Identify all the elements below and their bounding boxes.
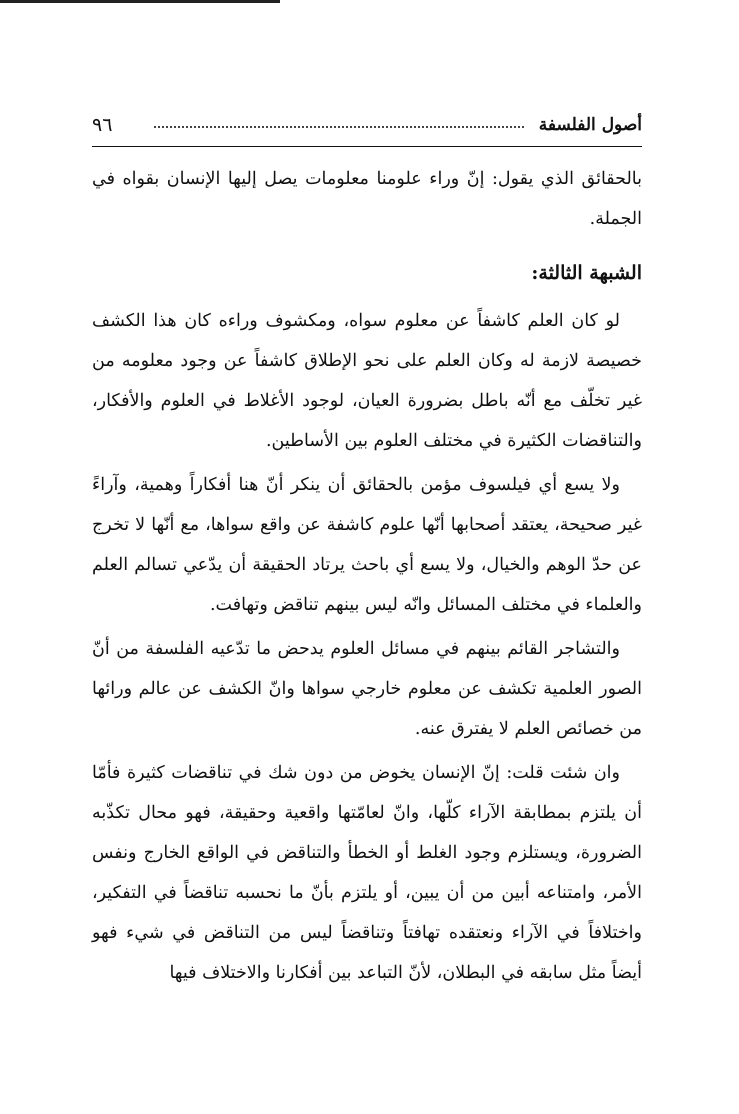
- body-text: [92, 159, 642, 993]
- header-rule: [92, 146, 642, 147]
- running-header: [92, 108, 642, 142]
- paragraph-2: ولا يسع أي فيلسوف مؤمن بالحقائق أن ينكر أنّ هنا أفكاراً وهمية، وآراءً غير صحيحة، يعتقد أصحابها أنّها علوم كاشفة عن واقع سواها، مع أنّها لا تخرج عن حدّ الوهم والخيال، ولا يسع أي باحث يرتاد الحقيقة أن يدّعي تسالم العلم والعلماء في مختلف المسائل وانّه ليس بينهم تناقض وتهافت.: [92, 475, 642, 615]
- top-edge-rule: [0, 0, 280, 3]
- paragraph-1: لو كان العلم كاشفاً عن معلوم سواه، ومكشوف وراءه كان هذا الكشف خصيصة لازمة له وكان العلم على نحو الإطلاق كاشفاً عن وجود معلومه من غير تخلّف مع أنّه باطل بضرورة العيان، لوجود الأغلاط في العلوم والأفكار، والتناقضات الكثيرة في مختلف العلوم بين الأساطين.: [92, 311, 642, 451]
- section-heading: الشبهة الثالثة:: [531, 262, 642, 284]
- running-title: أصول الفلسفة: [538, 115, 642, 135]
- paragraph-4: وان شئت قلت: إنّ الإنسان يخوض من دون شك في تناقضات كثيرة فأمّا أن يلتزم بمطابقة الآراء كلّها، وانّ لعامّتها واقعية وحقيقة، فهو محال تكذّبه الضرورة، ويستلزم وجود الغلط أو الخطأ والتناقض في الواقع الخارج ونفس الأمر، وامتناعه أبين من أن يبين، أو يلتزم بأنّ ما نحسبه تناقضاً في التفكير، واختلافاً في الآراء ونعتقده تهافتاً وتناقضاً ليس من التناقض في شيء فهو أيضاً مثل سابقه في البطلان، لأنّ التباعد بين أفكارنا والاختلاف فيها: [92, 763, 642, 983]
- page-number: ٩٦: [92, 114, 113, 136]
- paragraph-3: والتشاجر القائم بينهم في مسائل العلوم يدحض ما تدّعيه الفلسفة من أنّ الصور العلمية تكشف عن معلوم خارجي سواها وانّ الكشف عن عالم ورائها من خصائص العلم لا يفترق عنه.: [92, 639, 642, 739]
- book-page: [92, 108, 642, 993]
- opening-paragraph: بالحقائق الذي يقول: إنّ وراء علومنا معلومات يصل إليها الإنسان بقواه في الجملة.: [92, 169, 642, 229]
- leader-dots: [154, 126, 524, 128]
